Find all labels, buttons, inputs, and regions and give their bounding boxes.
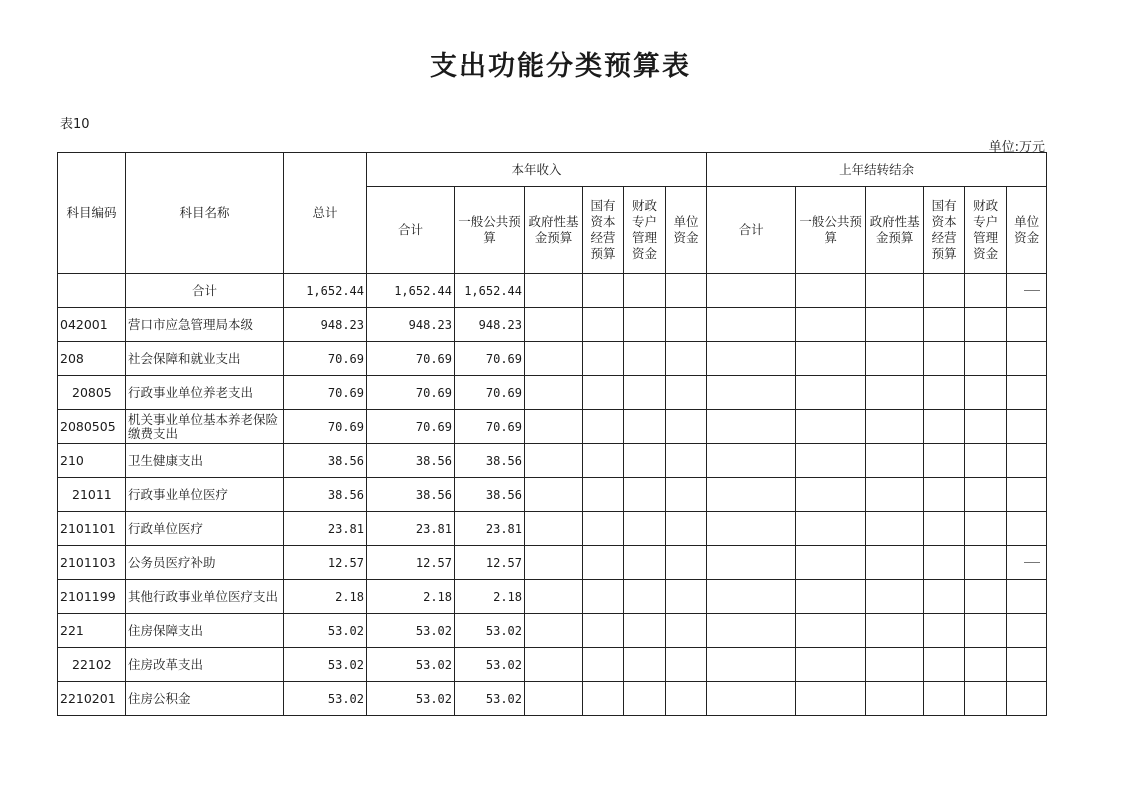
empty-cell: [924, 376, 965, 410]
table-header: [58, 153, 1047, 274]
empty-cell: [866, 342, 924, 376]
empty-cell: [624, 308, 666, 342]
empty-cell: [707, 342, 796, 376]
empty-cell: [583, 342, 624, 376]
empty-cell: [866, 682, 924, 716]
empty-cell: [866, 580, 924, 614]
dash-mark: [1024, 290, 1040, 291]
table-row: [58, 410, 1047, 444]
header-cy-gov-fund: 政府性基金预算: [525, 187, 583, 274]
row-name: 行政事业单位医疗: [126, 478, 284, 512]
empty-cell: [583, 410, 624, 444]
row-general: 2.18: [455, 580, 525, 614]
empty-cell: [866, 274, 924, 308]
empty-cell: [866, 410, 924, 444]
row-total: 23.81: [284, 512, 367, 546]
header-current-year: 本年收入: [367, 153, 707, 187]
empty-cell: [1007, 410, 1047, 444]
empty-cell: [924, 614, 965, 648]
empty-cell: [924, 648, 965, 682]
empty-cell: [624, 682, 666, 716]
empty-cell: [1007, 478, 1047, 512]
row-total: 70.69: [284, 342, 367, 376]
header-co-subtotal: 合计: [707, 187, 796, 274]
empty-cell: [525, 682, 583, 716]
row-subtotal: 70.69: [367, 410, 455, 444]
table-number: 表10: [60, 117, 90, 132]
empty-cell: [583, 478, 624, 512]
empty-cell: [924, 580, 965, 614]
row-name: 其他行政事业单位医疗支出: [126, 580, 284, 614]
row-subtotal: 53.02: [367, 648, 455, 682]
empty-cell: [666, 478, 707, 512]
header-cy-general: 一般公共预算: [455, 187, 525, 274]
unit-label: 单位:万元: [988, 140, 1045, 155]
empty-cell: [525, 478, 583, 512]
row-name: 住房保障支出: [126, 614, 284, 648]
row-subtotal: 1,652.44: [367, 274, 455, 308]
table-row: [58, 512, 1047, 546]
empty-cell: [796, 648, 866, 682]
empty-cell: [965, 308, 1007, 342]
header-co-state-capital: 国有资本经营预算: [924, 187, 965, 274]
empty-cell: [707, 410, 796, 444]
empty-cell: [707, 512, 796, 546]
empty-cell: [924, 308, 965, 342]
row-general: 70.69: [455, 342, 525, 376]
row-total: 38.56: [284, 444, 367, 478]
empty-cell: [707, 376, 796, 410]
header-co-special: 财政专户管理资金: [965, 187, 1007, 274]
budget-table: [57, 152, 1047, 716]
empty-cell: [624, 342, 666, 376]
empty-cell: [866, 308, 924, 342]
row-code: 2101103: [58, 546, 126, 580]
row-subtotal: 12.57: [367, 546, 455, 580]
empty-cell: [796, 342, 866, 376]
empty-cell: [666, 274, 707, 308]
row-name: 合计: [126, 274, 284, 308]
row-code: 221: [58, 614, 126, 648]
row-code: 22102: [58, 648, 126, 682]
row-general: 70.69: [455, 410, 525, 444]
row-general: 1,652.44: [455, 274, 525, 308]
row-total: 53.02: [284, 648, 367, 682]
row-total: 70.69: [284, 410, 367, 444]
row-name: 行政事业单位养老支出: [126, 376, 284, 410]
empty-cell: [583, 444, 624, 478]
row-name: 社会保障和就业支出: [126, 342, 284, 376]
empty-cell: [525, 308, 583, 342]
empty-cell: [796, 274, 866, 308]
empty-cell: [624, 648, 666, 682]
empty-cell: [796, 444, 866, 478]
table-row: [58, 546, 1047, 580]
empty-cell: [796, 308, 866, 342]
empty-cell: [624, 546, 666, 580]
empty-cell: [666, 648, 707, 682]
table-row: [58, 682, 1047, 716]
table-row: [58, 308, 1047, 342]
row-general: 12.57: [455, 546, 525, 580]
empty-cell: [707, 444, 796, 478]
empty-cell: [666, 342, 707, 376]
row-total: 2.18: [284, 580, 367, 614]
empty-cell: [1007, 648, 1047, 682]
row-general: 53.02: [455, 614, 525, 648]
row-subtotal: 53.02: [367, 682, 455, 716]
empty-cell: [965, 376, 1007, 410]
empty-cell: [924, 682, 965, 716]
row-code: 21011: [58, 478, 126, 512]
empty-cell: [525, 410, 583, 444]
row-name: 住房改革支出: [126, 648, 284, 682]
empty-cell: [624, 410, 666, 444]
empty-cell: [924, 410, 965, 444]
row-general: 23.81: [455, 512, 525, 546]
empty-cell: [525, 512, 583, 546]
empty-cell: [1007, 580, 1047, 614]
row-code: 210: [58, 444, 126, 478]
table-row-total: [58, 274, 1047, 308]
page-title: 支出功能分类预算表: [430, 51, 691, 82]
empty-cell: [796, 512, 866, 546]
empty-cell: [707, 614, 796, 648]
empty-cell: [1007, 546, 1047, 580]
row-code: 2080505: [58, 410, 126, 444]
empty-cell: [866, 512, 924, 546]
empty-cell: [924, 342, 965, 376]
table-row: [58, 444, 1047, 478]
empty-cell: [965, 478, 1007, 512]
row-general: 38.56: [455, 444, 525, 478]
empty-cell: [965, 546, 1007, 580]
header-cy-unit: 单位资金: [666, 187, 707, 274]
empty-cell: [525, 648, 583, 682]
empty-cell: [965, 274, 1007, 308]
empty-cell: [924, 274, 965, 308]
row-total: 1,652.44: [284, 274, 367, 308]
empty-cell: [707, 478, 796, 512]
row-subtotal: 53.02: [367, 614, 455, 648]
empty-cell: [965, 410, 1007, 444]
empty-cell: [583, 274, 624, 308]
row-code: 2101199: [58, 580, 126, 614]
empty-cell: [1007, 274, 1047, 308]
empty-cell: [666, 614, 707, 648]
empty-cell: [583, 546, 624, 580]
row-subtotal: 70.69: [367, 376, 455, 410]
row-name: 住房公积金: [126, 682, 284, 716]
empty-cell: [666, 376, 707, 410]
row-general: 53.02: [455, 648, 525, 682]
empty-cell: [965, 342, 1007, 376]
empty-cell: [866, 376, 924, 410]
row-total: 70.69: [284, 376, 367, 410]
empty-cell: [1007, 512, 1047, 546]
empty-cell: [624, 274, 666, 308]
empty-cell: [866, 614, 924, 648]
header-cy-special: 财政专户管理资金: [624, 187, 666, 274]
row-subtotal: 38.56: [367, 478, 455, 512]
header-co-gov-fund: 政府性基金预算: [866, 187, 924, 274]
row-code: 2210201: [58, 682, 126, 716]
header-carryover: 上年结转结余: [707, 153, 1047, 187]
empty-cell: [624, 376, 666, 410]
empty-cell: [965, 614, 1007, 648]
empty-cell: [583, 580, 624, 614]
empty-cell: [924, 546, 965, 580]
empty-cell: [1007, 444, 1047, 478]
empty-cell: [707, 546, 796, 580]
empty-cell: [707, 580, 796, 614]
header-cy-subtotal: 合计: [367, 187, 455, 274]
header-name: 科目名称: [126, 153, 284, 274]
row-general: 53.02: [455, 682, 525, 716]
empty-cell: [666, 546, 707, 580]
row-subtotal: 2.18: [367, 580, 455, 614]
empty-cell: [924, 478, 965, 512]
empty-cell: [707, 274, 796, 308]
row-code: 20805: [58, 376, 126, 410]
empty-cell: [924, 444, 965, 478]
empty-cell: [583, 512, 624, 546]
empty-cell: [666, 410, 707, 444]
empty-cell: [666, 512, 707, 546]
empty-cell: [965, 682, 1007, 716]
row-total: 12.57: [284, 546, 367, 580]
empty-cell: [525, 580, 583, 614]
header-cy-state-capital: 国有资本经营预算: [583, 187, 624, 274]
empty-cell: [624, 614, 666, 648]
header-code: 科目编码: [58, 153, 126, 274]
empty-cell: [965, 444, 1007, 478]
header-total: 总计: [284, 153, 367, 274]
empty-cell: [965, 512, 1007, 546]
empty-cell: [624, 478, 666, 512]
table-row: [58, 342, 1047, 376]
empty-cell: [624, 580, 666, 614]
row-subtotal: 38.56: [367, 444, 455, 478]
row-subtotal: 23.81: [367, 512, 455, 546]
row-code: 208: [58, 342, 126, 376]
row-name: 机关事业单位基本养老保险缴费支出: [126, 410, 284, 444]
empty-cell: [624, 444, 666, 478]
empty-cell: [666, 580, 707, 614]
row-code: 042001: [58, 308, 126, 342]
empty-cell: [583, 614, 624, 648]
row-name: 营口市应急管理局本级: [126, 308, 284, 342]
empty-cell: [583, 682, 624, 716]
empty-cell: [525, 444, 583, 478]
row-name: 行政单位医疗: [126, 512, 284, 546]
empty-cell: [707, 648, 796, 682]
table-row: [58, 648, 1047, 682]
row-code: [58, 274, 126, 308]
empty-cell: [666, 308, 707, 342]
empty-cell: [866, 478, 924, 512]
table-row: [58, 478, 1047, 512]
row-total: 38.56: [284, 478, 367, 512]
row-name: 公务员医疗补助: [126, 546, 284, 580]
empty-cell: [583, 308, 624, 342]
empty-cell: [707, 682, 796, 716]
empty-cell: [796, 546, 866, 580]
table-row: [58, 614, 1047, 648]
empty-cell: [965, 648, 1007, 682]
row-name: 卫生健康支出: [126, 444, 284, 478]
empty-cell: [796, 682, 866, 716]
empty-cell: [525, 274, 583, 308]
empty-cell: [666, 682, 707, 716]
empty-cell: [965, 580, 1007, 614]
empty-cell: [525, 342, 583, 376]
empty-cell: [796, 614, 866, 648]
table-body: [58, 274, 1047, 716]
empty-cell: [1007, 376, 1047, 410]
row-code: 2101101: [58, 512, 126, 546]
empty-cell: [796, 478, 866, 512]
empty-cell: [525, 546, 583, 580]
header-co-general: 一般公共预算: [796, 187, 866, 274]
empty-cell: [866, 546, 924, 580]
empty-cell: [1007, 682, 1047, 716]
row-subtotal: 70.69: [367, 342, 455, 376]
empty-cell: [525, 614, 583, 648]
header-co-unit: 单位资金: [1007, 187, 1047, 274]
table-row: [58, 376, 1047, 410]
empty-cell: [866, 444, 924, 478]
empty-cell: [583, 376, 624, 410]
empty-cell: [866, 648, 924, 682]
table-row: [58, 580, 1047, 614]
row-total: 53.02: [284, 682, 367, 716]
empty-cell: [666, 444, 707, 478]
empty-cell: [1007, 614, 1047, 648]
empty-cell: [796, 410, 866, 444]
row-general: 38.56: [455, 478, 525, 512]
row-total: 948.23: [284, 308, 367, 342]
empty-cell: [924, 512, 965, 546]
row-general: 948.23: [455, 308, 525, 342]
empty-cell: [525, 376, 583, 410]
empty-cell: [707, 308, 796, 342]
empty-cell: [1007, 342, 1047, 376]
row-general: 70.69: [455, 376, 525, 410]
empty-cell: [624, 512, 666, 546]
row-total: 53.02: [284, 614, 367, 648]
row-subtotal: 948.23: [367, 308, 455, 342]
empty-cell: [796, 376, 866, 410]
empty-cell: [583, 648, 624, 682]
empty-cell: [796, 580, 866, 614]
dash-mark: [1024, 562, 1040, 563]
empty-cell: [1007, 308, 1047, 342]
